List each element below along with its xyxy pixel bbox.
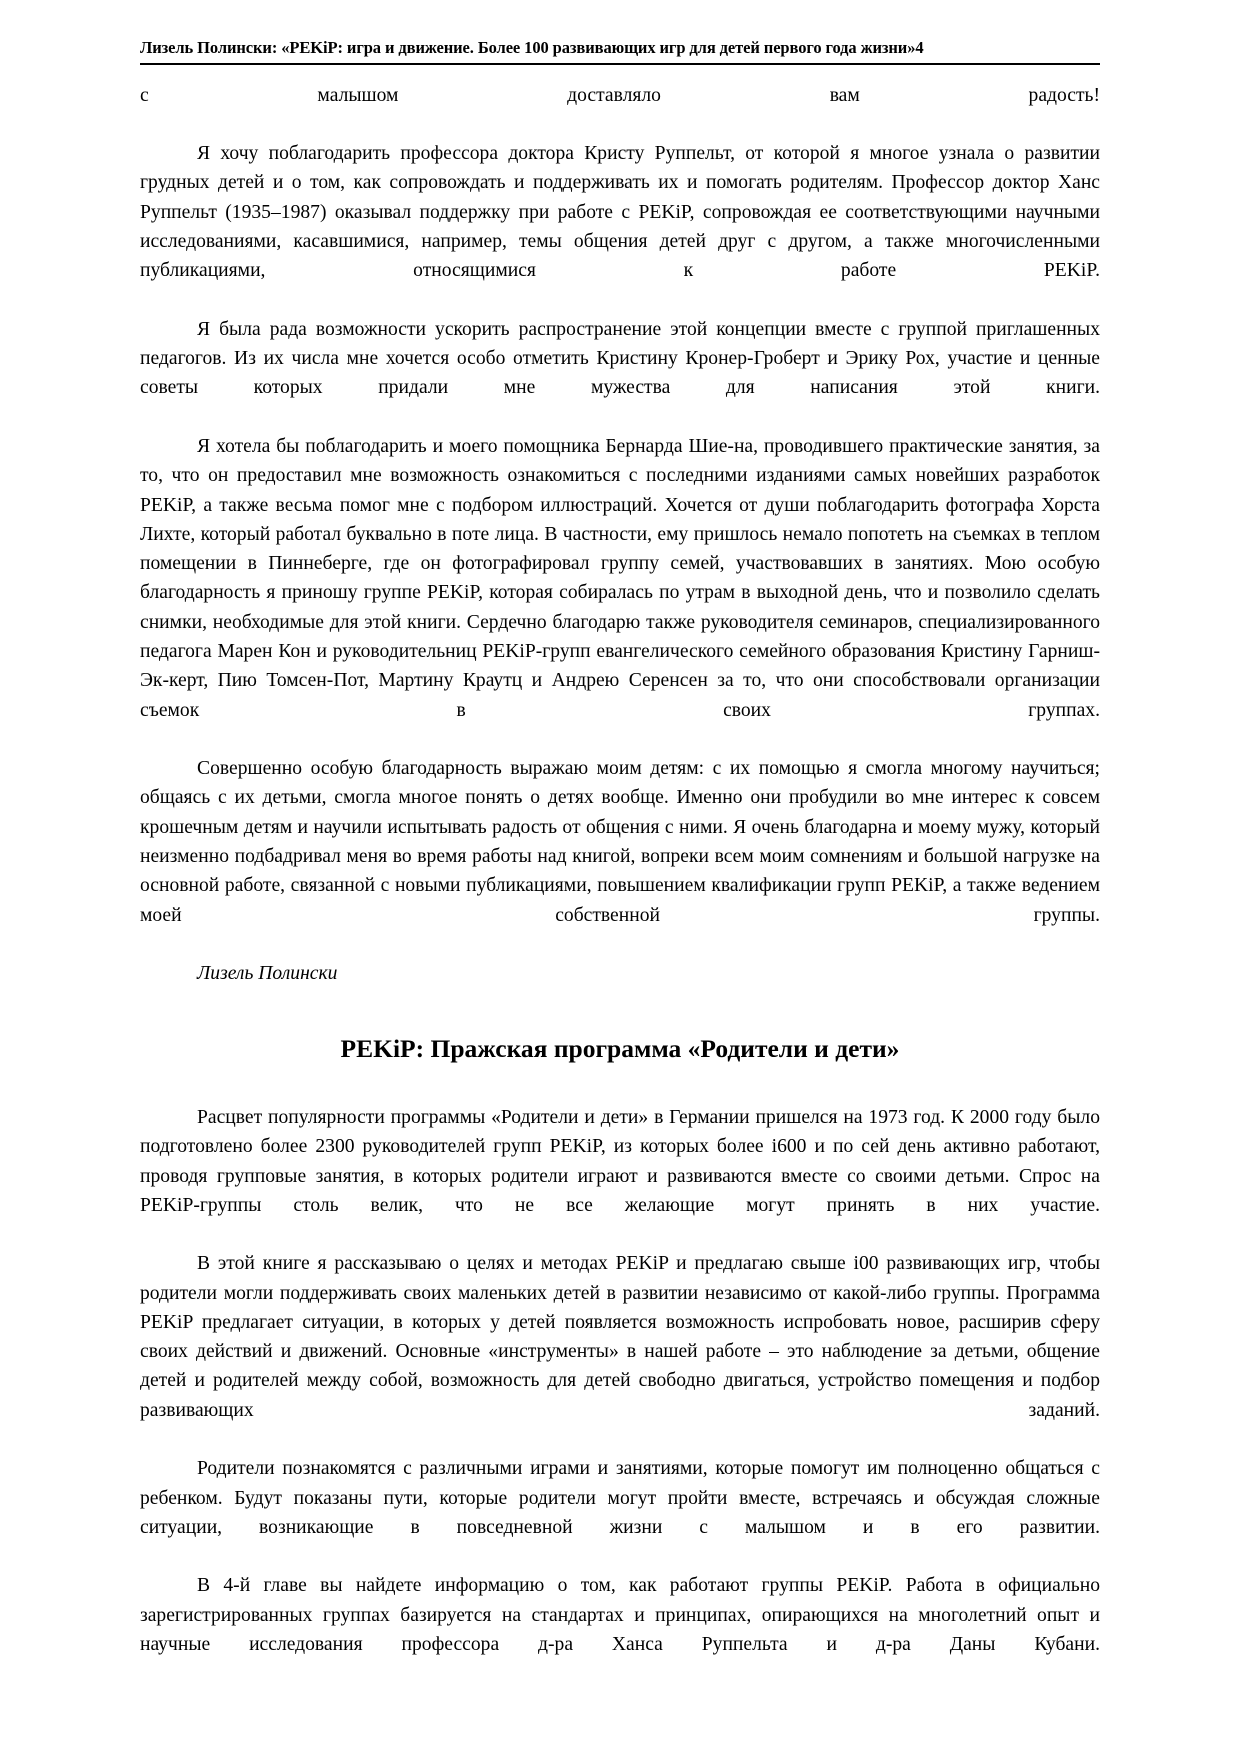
paragraph-carryover: с малышом доставляло вам радость!: [140, 84, 1100, 106]
paragraph-assistant-photographer: Я хотела бы поблагодарить и моего помощника Бернарда Шие-на, проводившего практические занятия, за то, что он предоставил мне возможность ознакомиться с последними изданиями самых новейших разработок PEKiP, а также весьма помог мне с подбором иллюстраций. Хочется от души поблагодарить фотографа Хорста Лихте, который работал буквально в поте лица. В частности, ему пришлось немало попотеть на съемках в теплом помещении в Пиннеберге, где он фотографировал группу семей, участвовавших в занятиях. Мою особую благодарность я приношу группе PEKiP, которая собиралась по утрам в выходной день, что и позволило сделать снимки, необходимые для этой книги. Сердечно благодарю также руководителя семинаров, специализированного педагога Марен Кон и руководительниц PEKiP-групп евангелического семейного образования Кристину Гарниш-Эк-керт, Пию Томсен-Пот, Мартину Краутц и Андрею Серенсен за то, что они способствовали организации съемок в своих группах.: [140, 436, 1100, 721]
paragraph-parents-learn: Родители познакомятся с различными играми и занятиями, которые помогут им полноценно общаться с ребенком. Будут показаны пути, которые родители могут пройти вместе, встречаясь и обсуждая сложные ситуации, возникающие в повседневной жизни с малышом и в его развитии.: [140, 1458, 1100, 1538]
paragraph-thanks-ruppelt: Я хочу поблагодарить профессора доктора Кристу Руппельт, от которой я многое узнала о развитии грудных детей и о том, как сопровождать и поддерживать их и помогать родителям. Профессор доктор Ханс Руппельт (1935–1987) оказывал поддержку при работе с PEKiP, сопровождая ее соответствующими научными исследованиями, касавшимися, например, темы общения детей друг с другом, а также многочисленными публикациями, относящимися к работе PEKiP.: [140, 143, 1100, 282]
paragraph-history: Расцвет популярности программы «Родители и дети» в Германии пришелся на 1973 год. К 2000 году было подготовлено более 2300 руководителей групп PEKiP, из которых более i600 и по сей день активно работают, проводя групповые занятия, в которых родители играют и развиваются вместе со своими детьми. Спрос на PEKiP-группы столь велик, что не все желающие могут принять в них участие.: [140, 1106, 1100, 1216]
paragraph-family-thanks: Совершенно особую благодарность выражаю моим детям: с их помощью я смогла многому научиться; общаясь с их детьми, смогла многое понять о детях вообще. Именно они пробудили во мне интерес к совсем крошечным детям и научили испытывать радость от общения с ними. Я очень благодарна и моему мужу, который неизменно подбадривал меня во время работы над книгой, вопреки всем моим сомнениям и большой нагрузке на основной работе, связанной с новыми публикациями, повышением квалификации групп PEKiP, а также ведением моей собственной группы.: [140, 758, 1100, 926]
body-text-column: [140, 81, 1100, 1689]
paragraph-teachers-group: Я была рада возможности ускорить распространение этой концепции вместе с группой приглашенных педагогов. Из их числа мне хочется особо отметить Кристину Кронер-Гроберт и Эрику Рох, участие и ценные советы которых придали мне мужества для написания этой книги.: [140, 318, 1100, 399]
paragraph-chapter4: В 4-й главе вы найдете информацию о том, как работают группы PEKiP. Работа в официально зарегистрированных группах базируется на стандартах и принципах, опирающихся на многолетний опыт и научные исследования профессора д-ра Ханса Руппельта и д-ра Даны Кубани.: [140, 1575, 1100, 1655]
author-signature: Лизель Полински: [197, 963, 338, 985]
paragraph-book-goals: В этой книге я рассказываю о целях и методах PEKiP и предлагаю свыше i00 развивающих игр, чтобы родители могли поддерживать своих маленьких детей в развитии независимо от какой-либо группы. Программа PEKiP предлагает ситуации, в которых у детей появляется возможность испробовать новое, расширив сферу своих действий и движений. Основные «инструменты» в нашей работе – это наблюдение за детьми, общение детей и родителей между собой, возможность для детей свободно двигаться, устройство помещения и подбор развивающих заданий.: [140, 1253, 1100, 1421]
section-heading: PEKiP: Пражская программа «Родители и дети»: [340, 1034, 900, 1064]
running-head: Лизель Полински: «PEKiP: игра и движение. Более 100 развивающих игр для детей первого года жизни»4: [140, 38, 1100, 65]
